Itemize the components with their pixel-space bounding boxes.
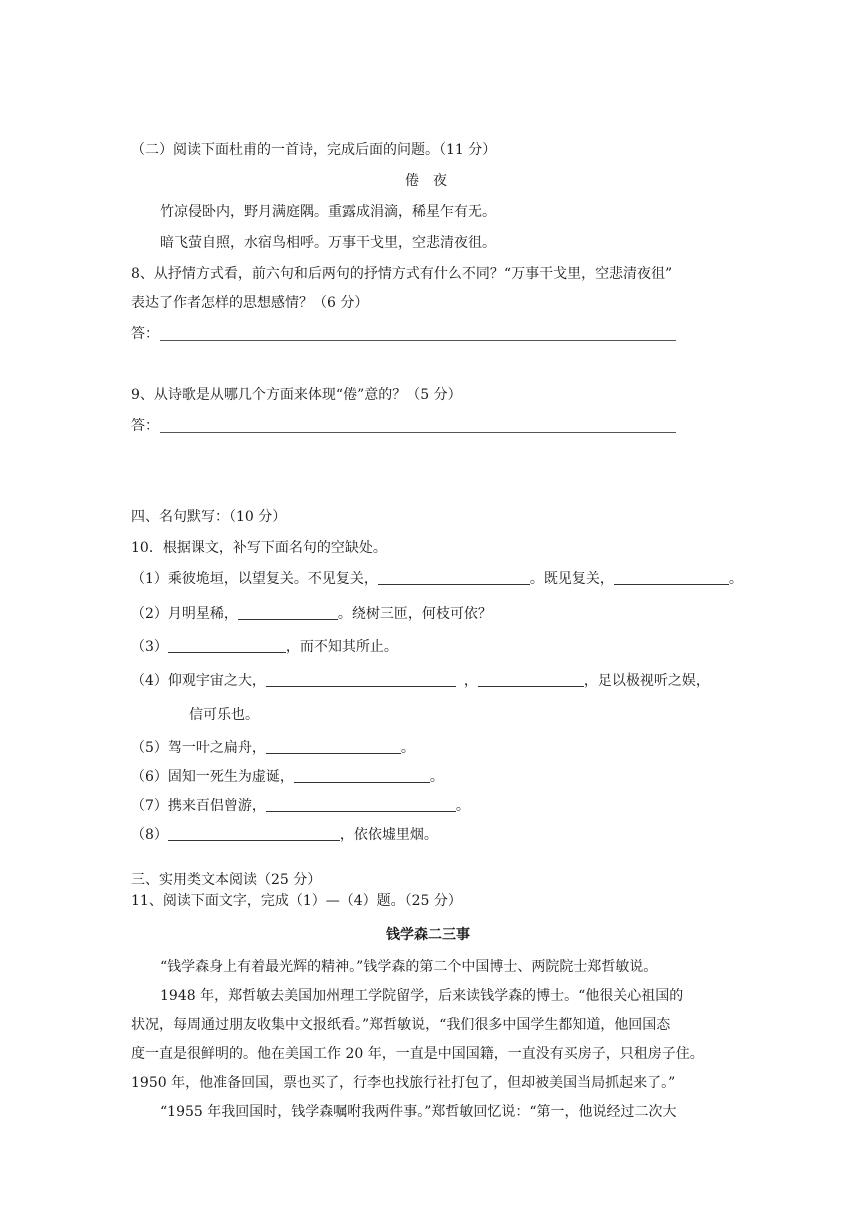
quote-item-4-part-a: （4）仰观宇宙之大， — [131, 673, 266, 689]
quote-item-7 — [131, 797, 470, 815]
quote-item-1-part-b: 。既见复关， — [529, 571, 614, 587]
quote-item-4-continuation: 信可乐也。 — [189, 707, 259, 723]
quote-item-1-part-c: 。 — [728, 571, 743, 587]
article-paragraph-3-line-1: “1955 年我回国时，钱学森嘱咐我两件事。”郑哲敏回忆说：“第一，他说经过二次大 — [160, 1104, 677, 1120]
quote-item-1-blank-2[interactable] — [614, 570, 729, 585]
question-10-text: 10．根据课文，补写下面名句的空缺处。 — [131, 540, 387, 556]
question-8-answer-label: 答： — [131, 326, 159, 342]
quote-item-3 — [131, 638, 398, 656]
quote-item-5-blank[interactable] — [266, 739, 401, 754]
question-9-answer-line[interactable] — [160, 432, 676, 433]
quote-item-6-part-a: （6）固知一死生为虚诞， — [131, 769, 294, 785]
quote-item-3-part-a: （3） — [131, 639, 168, 655]
article-title: 钱学森二三事 — [386, 927, 470, 943]
quote-item-1-part-a: （1）乘彼垝垣，以望复关。不见复关， — [131, 571, 378, 587]
quote-item-5-part-b: 。 — [400, 740, 415, 756]
quote-item-1-blank-1[interactable] — [378, 570, 530, 585]
article-paragraph-2-line-4: 1950 年，他准备回国，票也买了，行李也找旅行社打包了，但却被美国当局抓起来了。” — [131, 1075, 676, 1091]
quote-item-3-part-b: ，而不知其所止。 — [285, 639, 398, 655]
quote-item-4-part-c: ，足以极视听之娱， — [583, 673, 710, 689]
quote-item-8-part-a: （8） — [131, 827, 168, 843]
question-11-text: 11、阅读下面文字，完成（1）—（4）题。（25 分） — [131, 893, 462, 909]
article-paragraph-2-line-3: 度一直是很鲜明的。他在美国工作 20 年，一直是中国国籍，一直没有买房子，只租房子住。 — [131, 1046, 704, 1062]
quote-item-8-part-b: ，依依墟里烟。 — [339, 827, 438, 843]
quote-item-3-blank[interactable] — [168, 638, 286, 653]
quote-item-7-blank[interactable] — [266, 797, 456, 812]
question-8-line-2: 表达了作者怎样的思想感情？（6 分） — [131, 295, 369, 311]
quote-item-4 — [131, 672, 710, 690]
question-8-answer-line[interactable] — [160, 340, 676, 341]
quote-item-1 — [131, 570, 743, 588]
quote-item-5-part-a: （5）驾一叶之扁舟， — [131, 740, 266, 756]
poem-line-2: 暗飞萤自照，水宿鸟相呼。万事干戈里，空悲清夜徂。 — [160, 235, 496, 251]
article-paragraph-1: “钱学森身上有着最光辉的精神。”钱学森的第二个中国博士、两院院士郑哲敏说。 — [160, 959, 658, 975]
quote-item-7-part-b: 。 — [455, 798, 470, 814]
quote-item-4-blank-2[interactable] — [478, 672, 584, 687]
section-poem-heading: （二）阅读下面杜甫的一首诗，完成后面的问题。（11 分） — [131, 142, 497, 158]
quote-item-4-part-b: ， — [463, 673, 478, 689]
article-paragraph-2-line-1: 1948 年，郑哲敏去美国加州理工学院留学，后来读钱学森的博士。“他很关心祖国的 — [160, 988, 684, 1004]
question-9-text: 9、从诗歌是从哪几个方面来体现“倦”意的？（5 分） — [131, 387, 462, 403]
quote-item-6 — [131, 768, 444, 786]
section-quotes-heading: 四、名句默写：（10 分） — [131, 509, 287, 525]
quote-item-4-blank-1[interactable] — [266, 672, 456, 687]
quote-item-2 — [131, 605, 492, 623]
quote-item-8 — [131, 826, 438, 844]
quote-item-6-blank[interactable] — [294, 768, 430, 783]
poem-title: 倦 夜 — [405, 173, 447, 189]
quote-item-2-blank[interactable] — [238, 605, 338, 620]
quote-item-7-part-a: （7）携来百侣曾游， — [131, 798, 266, 814]
question-8-line-1: 8、从抒情方式看，前六句和后两句的抒情方式有什么不同？“万事干戈里，空悲清夜徂” — [131, 266, 673, 282]
poem-line-1: 竹凉侵卧内，野月满庭隅。重露成涓滴，稀星乍有无。 — [160, 204, 496, 220]
quote-item-5 — [131, 739, 415, 757]
article-paragraph-2-line-2: 状况，每周通过朋友收集中文报纸看。”郑哲敏说，“我们很多中国学生都知道，他回国态 — [131, 1017, 671, 1033]
quote-item-2-part-a: （2）月明星稀， — [131, 606, 238, 622]
section-practical-heading: 三、实用类文本阅读（25 分） — [131, 872, 322, 888]
quote-item-8-blank[interactable] — [168, 826, 340, 841]
question-9-answer-label: 答： — [131, 418, 159, 434]
quote-item-6-part-b: 。 — [429, 769, 444, 785]
quote-item-2-part-b: 。绕树三匝，何枝可依？ — [337, 606, 492, 622]
